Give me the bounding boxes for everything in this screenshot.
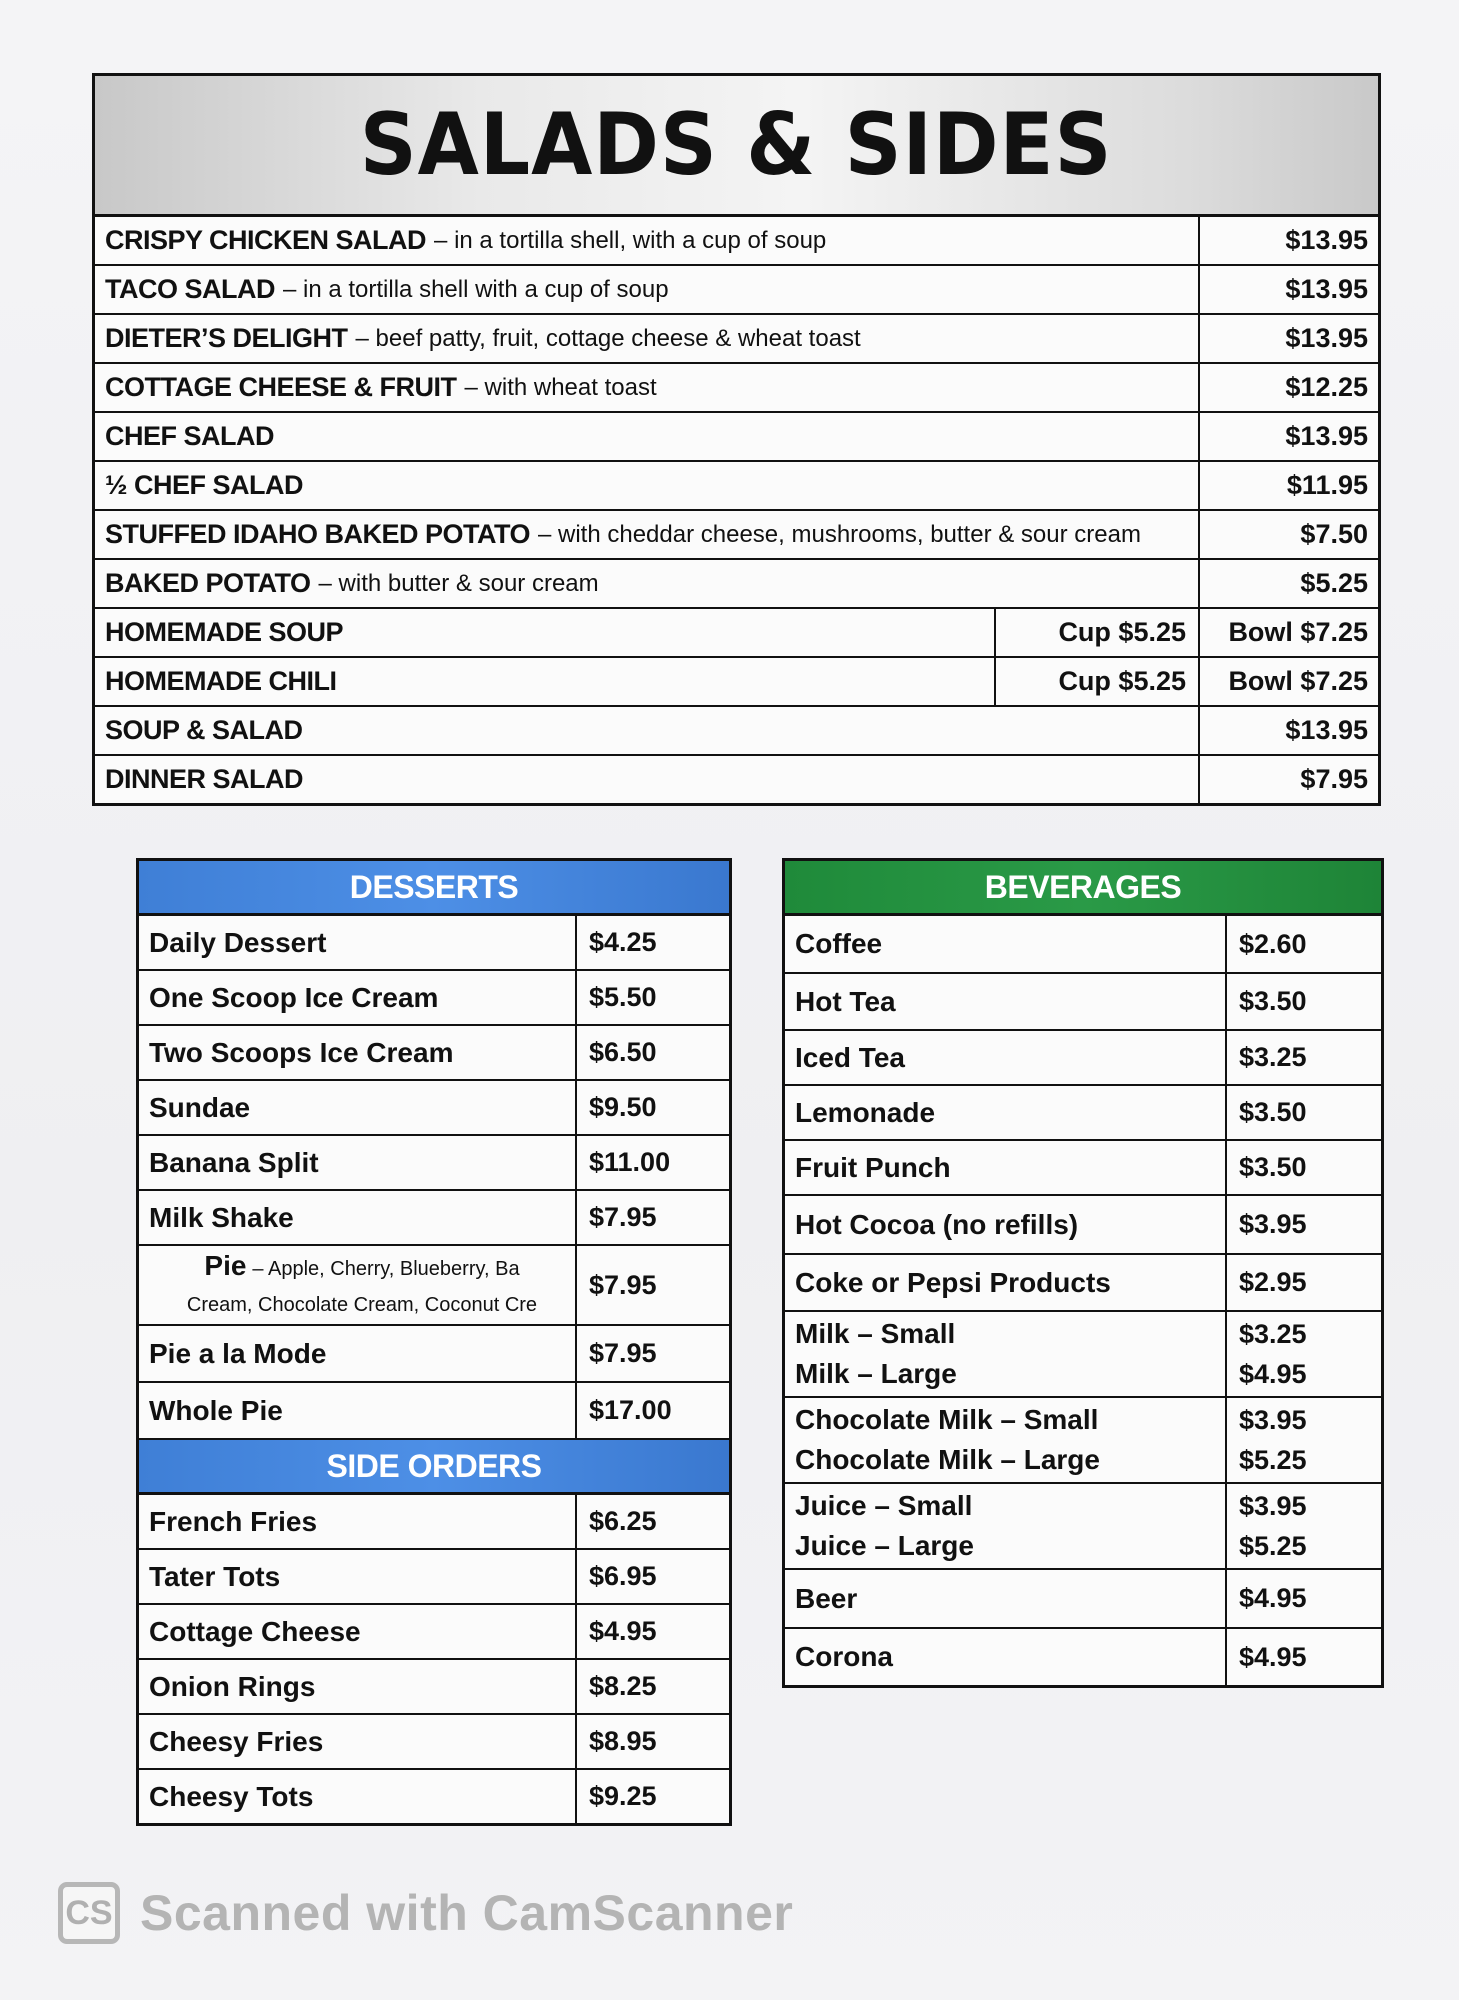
item-name: SOUP & SALAD: [105, 715, 303, 745]
item-desc: – beef patty, fruit, cottage cheese & wheat toast: [355, 324, 861, 352]
item-name: Chocolate Milk – Small: [795, 1404, 1099, 1435]
soup-row: [95, 609, 1378, 658]
item-price: $12.25: [1198, 364, 1378, 411]
milk-prices: [1225, 1312, 1381, 1396]
beverage-row: [785, 1570, 1381, 1629]
item-name: Juice – Large: [795, 1530, 974, 1561]
dessert-row: [139, 1191, 729, 1246]
cup-price: Cup $5.25: [994, 609, 1198, 656]
beverage-row: [785, 1255, 1381, 1312]
menu-row: [95, 217, 1378, 266]
side-orders-header: SIDE ORDERS: [139, 1440, 729, 1495]
item-name: One Scoop Ice Cream: [149, 981, 439, 1013]
item-name: DIETER’S DELIGHT: [105, 323, 348, 353]
beverages-header: BEVERAGES: [785, 861, 1381, 916]
item-name: Cheesy Fries: [149, 1725, 324, 1757]
item-name: Lemonade: [795, 1096, 936, 1128]
item-desc: – in a tortilla shell, with a cup of soup: [434, 226, 827, 254]
pie-flavors-1: – Apple, Cherry, Blueberry, Ba: [252, 1257, 520, 1280]
menu-row: [95, 511, 1378, 560]
item-name: STUFFED IDAHO BAKED POTATO: [105, 519, 530, 549]
chocolate-milk-prices: [1225, 1398, 1381, 1482]
item-price: $9.50: [575, 1081, 729, 1134]
item-price: $5.25: [1239, 1531, 1307, 1561]
menu-row: [95, 413, 1378, 462]
watermark-text: Scanned with CamScanner: [140, 1885, 794, 1941]
item-price: $13.95: [1198, 266, 1378, 313]
menu-row: [95, 315, 1378, 364]
chocolate-milk-labels: [785, 1398, 1225, 1482]
side-row: [139, 1715, 729, 1770]
item-price: $11.00: [575, 1136, 729, 1189]
juice-row: [785, 1484, 1381, 1570]
item-name: COTTAGE CHEESE & FRUIT: [105, 372, 457, 402]
menu-row: [95, 560, 1378, 609]
item-price: $7.95: [575, 1326, 729, 1381]
pie-row: [139, 1246, 729, 1326]
juice-prices: [1225, 1484, 1381, 1568]
item-price: $3.50: [1225, 1141, 1381, 1194]
item-name: ½ CHEF SALAD: [105, 470, 304, 500]
menu-row: [95, 266, 1378, 315]
salads-header: [95, 76, 1378, 217]
item-desc: – with wheat toast: [464, 373, 657, 401]
item-price: $4.95: [575, 1605, 729, 1658]
item-price: $3.25: [1239, 1319, 1307, 1349]
item-price: $7.95: [1198, 756, 1378, 803]
item-name: HOMEMADE SOUP: [105, 617, 344, 647]
item-name: Sundae: [149, 1091, 251, 1123]
item-name: Cheesy Tots: [149, 1780, 314, 1812]
item-price: $5.50: [575, 971, 729, 1024]
camscanner-watermark: [58, 1882, 793, 1944]
menu-row: [95, 707, 1378, 756]
side-row: [139, 1550, 729, 1605]
side-row: [139, 1660, 729, 1715]
item-name: CHEF SALAD: [105, 421, 274, 451]
dessert-row: [139, 1326, 729, 1383]
item-desc: – with butter & sour cream: [318, 569, 599, 597]
item-name: Banana Split: [149, 1146, 319, 1178]
item-name: Coffee: [795, 928, 883, 959]
item-name: Hot Cocoa (no refills): [795, 1208, 1079, 1240]
item-price: $7.95: [575, 1246, 729, 1324]
dessert-row: [139, 1081, 729, 1136]
item-name: Corona: [795, 1641, 893, 1672]
item-name: Iced Tea: [795, 1041, 905, 1073]
dessert-row: [139, 1383, 729, 1440]
salads-title: SALADS & SIDES: [360, 95, 1113, 195]
item-name: Tater Tots: [149, 1560, 281, 1592]
dessert-row: [139, 971, 729, 1026]
side-row: [139, 1770, 729, 1823]
item-price: $7.95: [575, 1191, 729, 1244]
side-row: [139, 1605, 729, 1660]
item-price: $13.95: [1198, 707, 1378, 754]
item-price: $3.95: [1225, 1196, 1381, 1253]
item-price: $4.95: [1225, 1570, 1381, 1627]
item-price: $2.95: [1225, 1255, 1381, 1310]
item-price: $3.25: [1225, 1031, 1381, 1084]
desserts-table: [136, 858, 732, 1826]
juice-labels: [785, 1484, 1225, 1568]
item-price: $7.50: [1198, 511, 1378, 558]
cup-price: Cup $5.25: [994, 658, 1198, 705]
item-name: Onion Rings: [149, 1670, 316, 1702]
item-price: $3.50: [1225, 1086, 1381, 1139]
item-price: $6.95: [575, 1550, 729, 1603]
item-price: $13.95: [1198, 217, 1378, 264]
dessert-row: [139, 916, 729, 971]
beverages-table: [782, 858, 1384, 1688]
item-name: Two Scoops Ice Cream: [149, 1036, 454, 1068]
dessert-row: [139, 1026, 729, 1081]
item-price: $6.50: [575, 1026, 729, 1079]
chocolate-milk-row: [785, 1398, 1381, 1484]
pie-flavors-2: Cream, Chocolate Cream, Coconut Cre: [186, 1293, 538, 1316]
bowl-price: Bowl $7.25: [1198, 658, 1378, 705]
item-price: $11.95: [1198, 462, 1378, 509]
bowl-price: Bowl $7.25: [1198, 609, 1378, 656]
item-price: $2.60: [1225, 916, 1381, 972]
item-name: Coke or Pepsi Products: [795, 1266, 1111, 1298]
item-name: Pie: [204, 1249, 247, 1281]
item-name: Hot Tea: [795, 985, 896, 1017]
beverage-row: [785, 1086, 1381, 1141]
chili-row: [95, 658, 1378, 707]
item-name: Pie a la Mode: [149, 1337, 327, 1369]
menu-row: [95, 462, 1378, 511]
item-name: Daily Dessert: [149, 926, 327, 958]
item-name: Milk – Large: [795, 1358, 957, 1389]
item-name: Whole Pie: [149, 1394, 283, 1426]
item-price: $13.95: [1198, 315, 1378, 362]
item-price: $17.00: [575, 1383, 729, 1438]
item-name: Juice – Small: [795, 1490, 973, 1521]
item-price: $13.95: [1198, 413, 1378, 460]
beverage-row: [785, 1629, 1381, 1685]
beverage-row: [785, 1141, 1381, 1196]
item-name: DINNER SALAD: [105, 764, 304, 794]
milk-row: [785, 1312, 1381, 1398]
side-row: [139, 1495, 729, 1550]
beverage-row: [785, 974, 1381, 1031]
item-desc: – with cheddar cheese, mushrooms, butter & sour cream: [538, 520, 1141, 548]
desserts-header: DESSERTS: [139, 861, 729, 916]
item-name: Milk – Small: [795, 1318, 956, 1349]
camscanner-logo-icon: CS: [58, 1882, 120, 1944]
item-name: BAKED POTATO: [105, 568, 311, 598]
item-name: Milk Shake: [149, 1201, 294, 1233]
beverage-row: [785, 1196, 1381, 1255]
beverage-row: [785, 1031, 1381, 1086]
item-price: $3.95: [1239, 1491, 1307, 1521]
item-price: $3.50: [1225, 974, 1381, 1029]
item-price: $8.25: [575, 1660, 729, 1713]
item-price: $4.95: [1225, 1629, 1381, 1685]
item-price: $4.95: [1239, 1359, 1307, 1389]
item-name: TACO SALAD: [105, 274, 275, 304]
beverage-row: [785, 916, 1381, 974]
item-price: $5.25: [1198, 560, 1378, 607]
menu-row: [95, 364, 1378, 413]
item-name: Chocolate Milk – Large: [795, 1444, 1100, 1475]
item-desc: – in a tortilla shell with a cup of soup: [283, 275, 669, 303]
item-name: HOMEMADE CHILI: [105, 666, 337, 696]
milk-labels: [785, 1312, 1225, 1396]
pie-label: [139, 1246, 575, 1324]
menu-row: [95, 756, 1378, 803]
salads-sides-table: [92, 73, 1381, 806]
item-price: $6.25: [575, 1495, 729, 1548]
item-name: French Fries: [149, 1505, 318, 1537]
item-price: $4.25: [575, 916, 729, 969]
item-name: CRISPY CHICKEN SALAD: [105, 225, 427, 255]
item-price: $9.25: [575, 1770, 729, 1823]
item-price: $3.95: [1239, 1405, 1307, 1435]
item-name: Fruit Punch: [795, 1151, 951, 1183]
dessert-row: [139, 1136, 729, 1191]
item-name: Beer: [795, 1582, 858, 1614]
item-name: Cottage Cheese: [149, 1615, 361, 1647]
item-price: $5.25: [1239, 1445, 1307, 1475]
item-price: $8.95: [575, 1715, 729, 1768]
